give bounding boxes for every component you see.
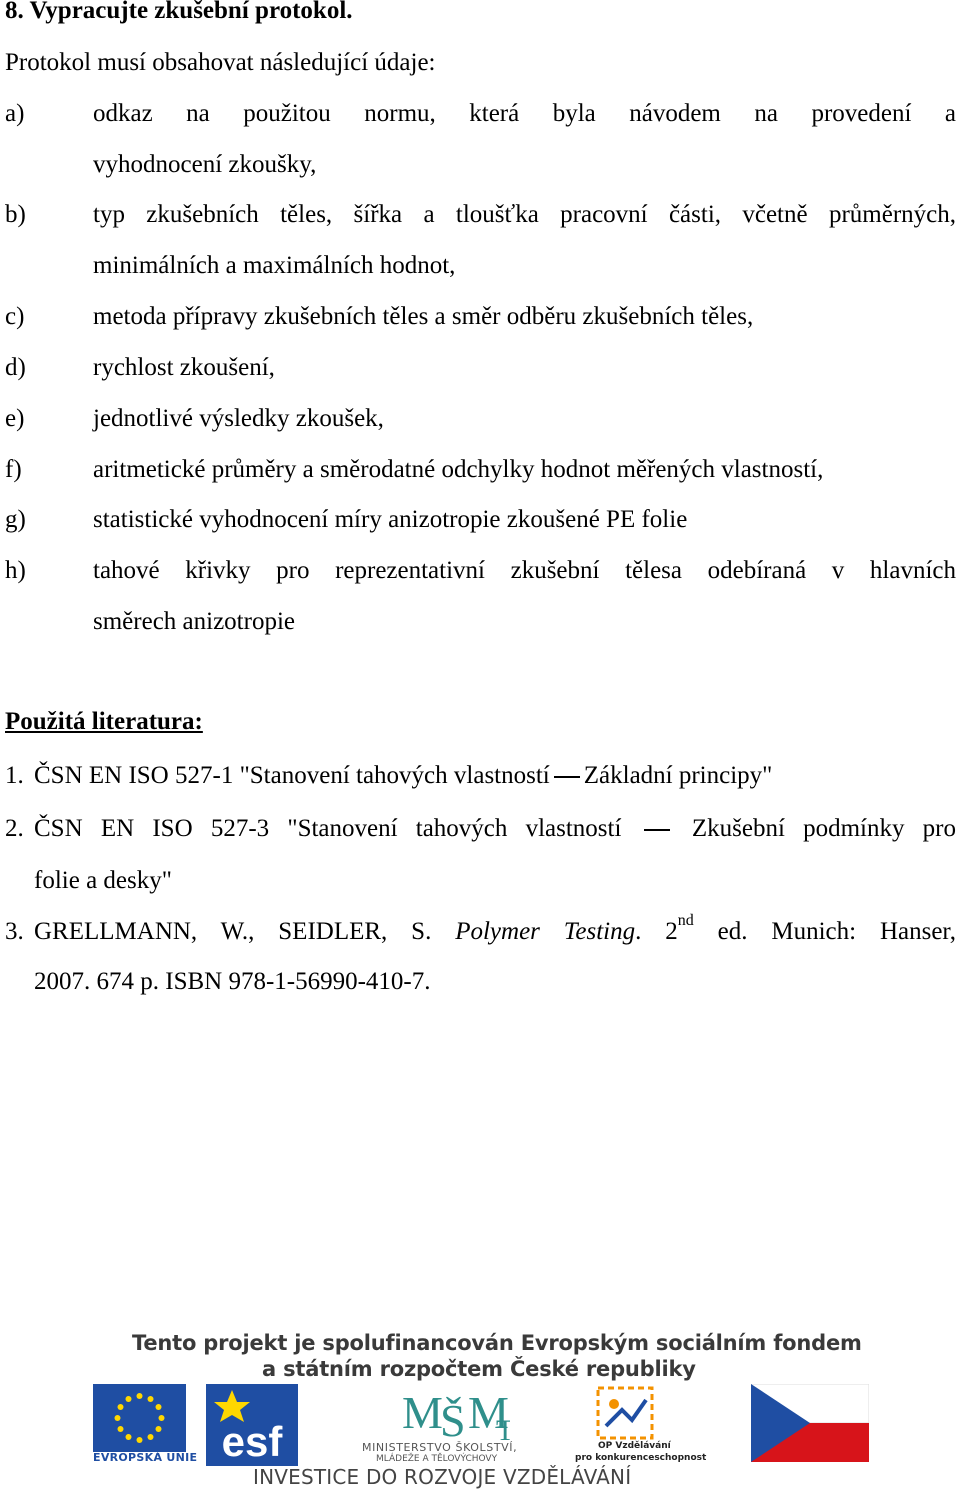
list-item-text: vyhodnocení zkoušky, — [93, 151, 317, 178]
list-item-label: g) — [5, 506, 26, 533]
funding-line: a státním rozpočtem České republiky — [262, 1357, 696, 1381]
svg-text:T: T — [496, 1414, 510, 1444]
reference-number: 1. — [5, 762, 24, 789]
msmt-label: MINISTERSTVO ŠKOLSTVÍ, — [362, 1441, 518, 1454]
reference-number: 2. — [5, 815, 24, 842]
list-item-label: e) — [5, 405, 25, 432]
edition-suffix: nd — [677, 912, 694, 929]
list-item-text: statistické vyhodnocení míry anizotropie zkoušené PE folie — [93, 506, 688, 533]
eu-label: EVROPSKÁ UNIE — [93, 1451, 198, 1464]
list-item-text: aritmetické průměry a směrodatné odchylky hodnot měřených vlastností, — [93, 456, 824, 483]
reference-text: Základní principy" — [583, 762, 773, 789]
funding-line: Tento projekt je spolufinancován Evropským sociálním fondem — [132, 1331, 862, 1355]
reference-text: 2007. 674 p. ISBN 978-1-56990-410-7. — [34, 968, 431, 995]
svg-text:M: M — [468, 1387, 509, 1438]
section-heading: 8. Vypracujte zkušební protokol. — [5, 0, 353, 24]
reference-text: ČSN EN ISO 527-3 "Stanovení tahových vlastností — [34, 815, 622, 842]
reference-authors: GRELLMANN, W., SEIDLER, S. — [34, 918, 432, 945]
list-item-label: c) — [5, 303, 25, 330]
reference-item: GRELLMANN, W., SEIDLER, S. Polymer Testing. 2nd ed. Munich: Hanser, — [34, 912, 956, 945]
list-item-label: h) — [5, 557, 26, 584]
reference-item — [34, 759, 772, 793]
edition-number: 2 — [665, 918, 678, 945]
reference-text: Zkušební podmínky pro — [691, 815, 956, 842]
list-item-label: f) — [5, 456, 22, 483]
list-item-text: rychlost zkoušení, — [93, 354, 275, 381]
dash-separator — [554, 776, 580, 778]
list-item-text: směrech anizotropie — [93, 608, 295, 635]
funding-footer — [0, 1325, 960, 1489]
list-item-label: a) — [5, 100, 25, 127]
czech-flag-icon — [751, 1384, 869, 1462]
dash-separator — [644, 829, 670, 831]
reference-item — [34, 812, 956, 846]
op-label: pro konkurenceschopnost — [575, 1453, 707, 1463]
literature-heading: Použitá literatura: — [5, 708, 203, 735]
list-item-text: typ zkušebních těles, šířka a tloušťka pracovní části, včetně průměrných, — [93, 201, 956, 228]
list-item-text: odkaz na použitou normu, která byla návodem na provedení a — [93, 100, 956, 127]
reference-text: folie a desky" — [34, 867, 172, 894]
project-slogan: INVESTICE DO ROZVOJE VZDĚLÁVÁNÍ — [253, 1465, 632, 1489]
reference-number: 3. — [5, 918, 24, 945]
list-item-label: b) — [5, 201, 26, 228]
list-item-text: jednotlivé výsledky zkoušek, — [93, 405, 384, 432]
reference-edition — [665, 912, 694, 945]
reference-title: Polymer Testing — [455, 918, 636, 945]
svg-text:Š: Š — [440, 1395, 466, 1444]
esf-logo-icon — [206, 1384, 298, 1466]
reference-text: ČSN EN ISO 527-1 "Stanovení tahových vlastností — [34, 762, 550, 789]
reference-text: ed. Munich: Hanser, — [717, 918, 956, 945]
msmt-label: MLÁDEŽE A TĚLOVÝCHOVY — [376, 1454, 498, 1464]
list-item-text: minimálních a maximálních hodnot, — [93, 252, 456, 279]
list-item-label: d) — [5, 354, 26, 381]
svg-text:M: M — [402, 1387, 443, 1438]
list-item-text: metoda přípravy zkušebních těles a směr odběru zkušebních těles, — [93, 303, 754, 330]
msmt-logo-icon — [400, 1384, 510, 1444]
op-logo-icon — [592, 1384, 658, 1444]
list-item-text: tahové křivky pro reprezentativní zkušební tělesa odebíraná v hlavních — [93, 557, 956, 584]
op-label: OP Vzdělávání — [598, 1441, 671, 1451]
intro-text: Protokol musí obsahovat následující údaje: — [5, 49, 436, 76]
esf-text: esf — [221, 1418, 283, 1465]
eu-flag-icon — [93, 1384, 186, 1452]
